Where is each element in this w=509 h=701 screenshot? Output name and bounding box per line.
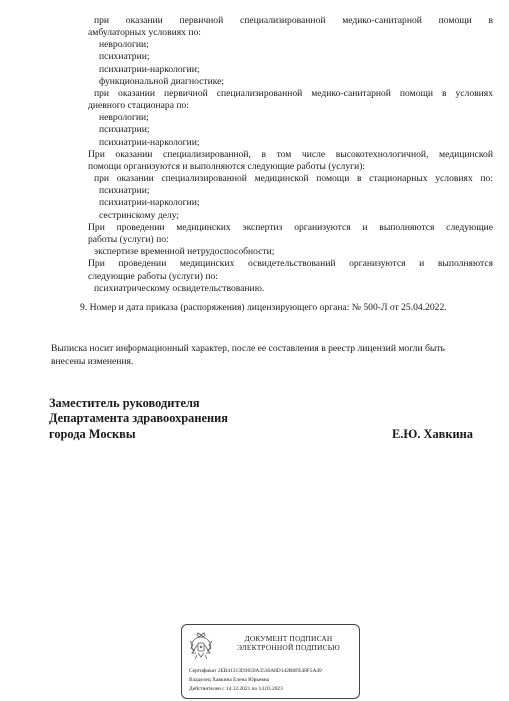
signatory-position-line: города Москвы [49, 427, 136, 441]
text-line: психиатрическому освидетельствованию. [94, 283, 265, 294]
text-line: внесены изменения. [51, 356, 134, 367]
text-line: следующие работы (услуги) по: [88, 271, 218, 282]
stamp-owner-value: Хавкина Елена Юрьевна [212, 677, 270, 683]
text-line: амбулаторных условиях по: [88, 27, 201, 38]
stamp-owner [189, 677, 269, 684]
stamp-validity: Действителен с 14.12.2021 по 14.03.2023 [189, 686, 283, 692]
stamp-title: ДОКУМЕНТ ПОДПИСАН [244, 634, 333, 643]
stamp-owner-label: Владелец [189, 677, 211, 683]
stamp-title: ЭЛЕКТРОННОЙ ПОДПИСЬЮ [237, 643, 340, 652]
text-line: При проведении медицинских экспертиз организуются и выполняются следующие [88, 222, 493, 233]
text-line: психиатрии; [99, 185, 150, 196]
text-line: дневного стационара по: [88, 100, 189, 111]
stamp-certificate-label: Сертификат [189, 668, 217, 674]
text-line: экспертизе временной нетрудоспособности; [94, 246, 275, 257]
text-line: Выписка носит информационный характер, после ее составления в реестр лицензий могли быть [51, 343, 445, 354]
text-line: При оказании специализированной, в том числе высокотехнологичной, медицинской [88, 149, 493, 160]
text-line: психиатрии; [99, 124, 150, 135]
text-line: помощи организуются и выполняются следующие работы (услуги): [88, 161, 366, 172]
text-line: психиатрии-наркологии; [99, 137, 200, 148]
text-line: при оказании первичной специализированной медико-санитарной помощи в [94, 15, 493, 26]
text-line: При проведении медицинских освидетельствований организуются и выполняются [88, 258, 493, 269]
text-line: при оказании специализированной медицинской помощи в стационарных условиях по: [94, 173, 493, 184]
text-line: при оказании первичной специализированной медико-санитарной помощи в условиях [94, 88, 493, 99]
coat-of-arms-icon [188, 631, 214, 661]
electronic-signature-stamp [181, 624, 360, 699]
text-line: неврологии; [99, 39, 149, 50]
text-line: неврологии; [99, 112, 149, 123]
text-line: функциональной диагностике; [99, 76, 225, 87]
text-line: психиатрии; [99, 51, 150, 62]
stamp-certificate [189, 668, 322, 675]
signatory-position-line: Заместитель руководителя [49, 396, 200, 410]
text-line: сестринскому делу; [99, 210, 180, 221]
text-line: работы (услуги) по: [88, 234, 169, 245]
stamp-certificate-value: 2EB41313D3650A3536A8D142B8FE40F5A49 [217, 668, 322, 674]
signatory-position-line: Департамента здравоохранения [49, 411, 228, 425]
signatory-name: Е.Ю. Хавкина [392, 427, 473, 441]
text-line: психиатрии-наркологии; [99, 197, 200, 208]
text-line: психиатрии-наркологии; [99, 64, 200, 75]
licence-order-item: 9. Номер и дата приказа (распоряжения) лицензирующего органа: № 500-Л от 25.04.2022. [80, 302, 447, 313]
